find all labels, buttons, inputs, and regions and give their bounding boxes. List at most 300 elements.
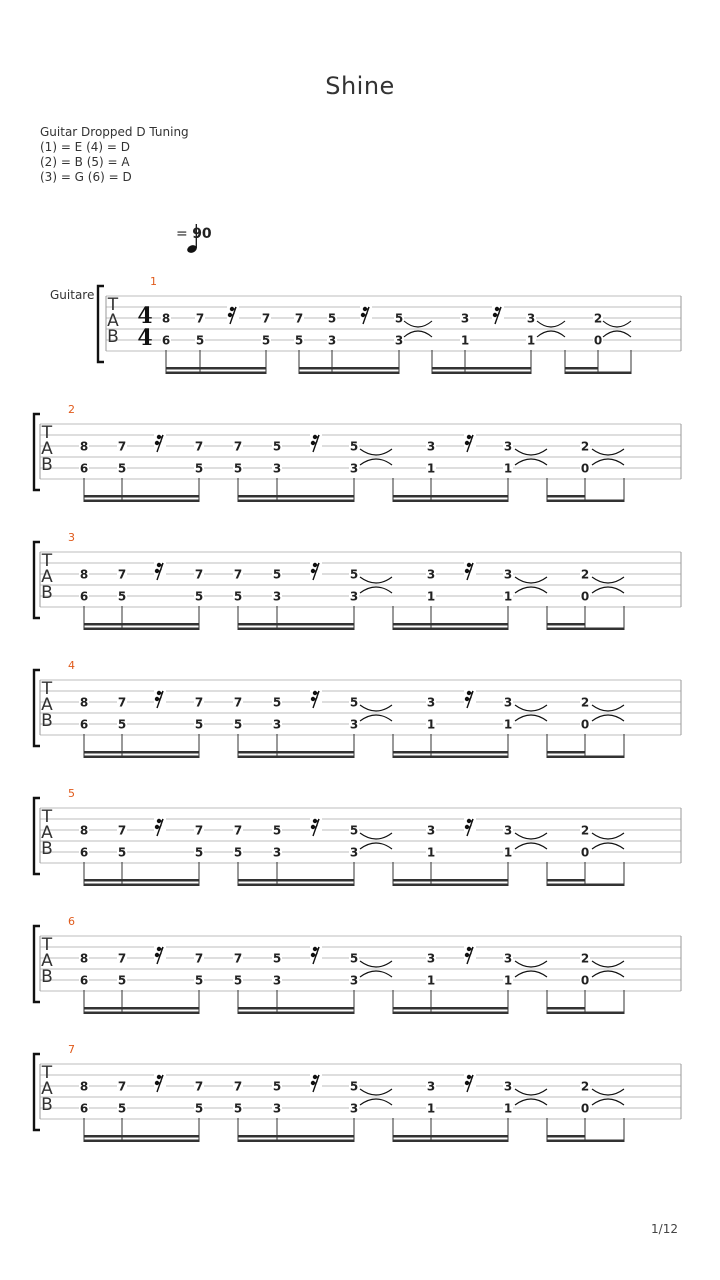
fret-number: 3	[460, 311, 470, 326]
beam-secondary	[84, 495, 199, 498]
sixteenth-rest-icon	[492, 305, 504, 324]
sixteenth-rest-icon	[310, 433, 322, 452]
tab-clef-letter: T	[41, 679, 53, 699]
sixteenth-rest-icon	[154, 689, 166, 708]
fret-number: 1	[503, 589, 513, 604]
tie-arc	[592, 961, 624, 967]
beam-secondary	[84, 623, 199, 626]
beam-secondary	[393, 1135, 508, 1138]
fret-number: 7	[117, 823, 127, 838]
fret-number: 3	[272, 1101, 282, 1116]
fret-number: 6	[161, 333, 171, 348]
tie-arc	[360, 577, 392, 583]
tie-arc	[515, 961, 547, 967]
fret-number: 1	[460, 333, 470, 348]
beam-primary	[84, 1012, 199, 1015]
fret-number: 5	[272, 439, 282, 454]
fret-number: 3	[272, 717, 282, 732]
measure-number: 4	[68, 659, 75, 672]
measure-number: 3	[68, 531, 75, 544]
fret-number: 7	[233, 1079, 243, 1094]
tie-arc	[592, 843, 624, 849]
tab-clef-letter: B	[41, 583, 53, 603]
fret-number: 8	[79, 823, 89, 838]
tie-arc	[515, 705, 547, 711]
tab-system	[0, 1040, 720, 1150]
fret-number: 3	[426, 951, 436, 966]
fret-number: 1	[503, 1101, 513, 1116]
page-number: 1/12	[651, 1222, 678, 1236]
tempo-value: 90	[192, 226, 212, 242]
fret-number: 5	[233, 717, 243, 732]
tie-arc	[360, 1089, 392, 1095]
tab-clef-letter: B	[41, 1095, 53, 1115]
measure-number: 5	[68, 787, 75, 800]
beam-secondary	[547, 879, 585, 882]
sixteenth-rest-icon	[227, 305, 239, 324]
fret-number: 3	[503, 567, 513, 582]
tuning-info	[40, 125, 189, 185]
fret-number: 5	[272, 1079, 282, 1094]
beam-secondary	[238, 1007, 354, 1010]
tab-system	[0, 912, 720, 1022]
sixteenth-rest-icon	[464, 561, 476, 580]
tie-arc	[515, 1089, 547, 1095]
tie-arc	[360, 1099, 392, 1105]
beam-primary	[238, 1140, 354, 1143]
tie-arc	[515, 577, 547, 583]
tab-clef-letter: B	[41, 967, 53, 987]
fret-number: 2	[580, 567, 590, 582]
sixteenth-rest-icon	[464, 433, 476, 452]
beam-primary	[565, 372, 631, 375]
fret-number: 5	[117, 1101, 127, 1116]
beam-primary	[547, 884, 624, 887]
sixteenth-rest-icon	[310, 689, 322, 708]
beam-primary	[393, 500, 508, 503]
fret-number: 3	[349, 589, 359, 604]
fret-number: 6	[79, 589, 89, 604]
tuning-line: (1) = E (4) = D	[40, 140, 130, 154]
fret-number: 5	[233, 461, 243, 476]
fret-number: 1	[426, 845, 436, 860]
tie-arc	[592, 1099, 624, 1105]
time-signature-bottom: 4	[137, 325, 153, 351]
sixteenth-rest-icon	[310, 817, 322, 836]
tie-arc	[603, 321, 631, 327]
fret-number: 1	[503, 717, 513, 732]
tie-arc	[360, 961, 392, 967]
tab-staff	[0, 1040, 720, 1150]
fret-number: 7	[117, 567, 127, 582]
tab-system	[0, 528, 720, 638]
beam-secondary	[238, 879, 354, 882]
fret-number: 0	[580, 717, 590, 732]
sixteenth-rest-icon	[154, 433, 166, 452]
tie-arc	[515, 587, 547, 593]
beam-primary	[84, 884, 199, 887]
sixteenth-rest-icon	[154, 561, 166, 580]
fret-number: 3	[327, 333, 337, 348]
tie-arc	[592, 587, 624, 593]
tie-arc	[592, 449, 624, 455]
sixteenth-rest-icon	[464, 945, 476, 964]
fret-number: 3	[272, 461, 282, 476]
fret-number: 5	[194, 1101, 204, 1116]
tie-arc	[360, 459, 392, 465]
fret-number: 5	[117, 973, 127, 988]
tie-arc	[537, 331, 565, 337]
beam-secondary	[84, 1007, 199, 1010]
fret-number: 7	[233, 951, 243, 966]
fret-number: 8	[161, 311, 171, 326]
beam-primary	[84, 628, 199, 631]
fret-number: 7	[195, 311, 205, 326]
fret-number: 5	[233, 845, 243, 860]
tab-clef-letter: B	[41, 455, 53, 475]
measure-number: 2	[68, 403, 75, 416]
beam-secondary	[547, 751, 585, 754]
fret-number: 3	[526, 311, 536, 326]
tuning-line: (3) = G (6) = D	[40, 170, 132, 184]
beam-primary	[299, 372, 399, 375]
fret-number: 5	[194, 717, 204, 732]
fret-number: 5	[349, 567, 359, 582]
tab-clef-letter: T	[107, 295, 119, 315]
fret-number: 7	[194, 1079, 204, 1094]
tie-arc	[592, 971, 624, 977]
tie-arc	[360, 833, 392, 839]
beam-secondary	[432, 367, 531, 370]
tie-arc	[360, 843, 392, 849]
fret-number: 5	[194, 973, 204, 988]
fret-number: 6	[79, 1101, 89, 1116]
fret-number: 3	[503, 823, 513, 838]
tab-clef-letter: A	[41, 823, 53, 843]
tab-clef-letter: T	[41, 551, 53, 571]
tie-arc	[515, 449, 547, 455]
fret-number: 8	[79, 695, 89, 710]
fret-number: 3	[272, 973, 282, 988]
fret-number: 2	[580, 695, 590, 710]
fret-number: 1	[503, 973, 513, 988]
tie-arc	[592, 1089, 624, 1095]
fret-number: 1	[526, 333, 536, 348]
fret-number: 7	[233, 439, 243, 454]
fret-number: 5	[233, 1101, 243, 1116]
sixteenth-rest-icon	[464, 689, 476, 708]
fret-number: 3	[349, 845, 359, 860]
beam-primary	[393, 1140, 508, 1143]
tie-arc	[360, 715, 392, 721]
beam-primary	[393, 884, 508, 887]
fret-number: 8	[79, 567, 89, 582]
fret-number: 8	[79, 951, 89, 966]
measure-number: 1	[150, 275, 157, 288]
fret-number: 3	[426, 567, 436, 582]
tab-clef-letter: B	[41, 711, 53, 731]
tab-system	[0, 656, 720, 766]
fret-number: 5	[117, 717, 127, 732]
tab-staff	[0, 528, 720, 638]
fret-number: 3	[503, 695, 513, 710]
fret-number: 6	[79, 461, 89, 476]
tie-arc	[404, 331, 432, 337]
beam-primary	[393, 756, 508, 759]
beam-secondary	[238, 1135, 354, 1138]
tuning-line: (2) = B (5) = A	[40, 155, 130, 169]
fret-number: 3	[349, 973, 359, 988]
tuning-line: Guitar Dropped D Tuning	[40, 125, 189, 139]
beam-primary	[547, 1140, 624, 1143]
fret-number: 5	[233, 589, 243, 604]
beam-secondary	[393, 879, 508, 882]
beam-primary	[547, 1012, 624, 1015]
sixteenth-rest-icon	[310, 1073, 322, 1092]
fret-number: 5	[261, 333, 271, 348]
tie-arc	[404, 321, 432, 327]
fret-number: 7	[261, 311, 271, 326]
sixteenth-rest-icon	[154, 945, 166, 964]
system-bracket	[34, 798, 40, 874]
fret-number: 5	[327, 311, 337, 326]
tab-staff	[0, 400, 720, 510]
tab-clef-letter: B	[107, 327, 119, 347]
system-bracket	[34, 414, 40, 490]
beam-primary	[547, 500, 624, 503]
beam-primary	[393, 1012, 508, 1015]
tempo-marking: = 90	[176, 226, 212, 242]
fret-number: 0	[580, 1101, 590, 1116]
beam-primary	[238, 884, 354, 887]
beam-secondary	[547, 1007, 585, 1010]
fret-number: 0	[593, 333, 603, 348]
sixteenth-rest-icon	[464, 1073, 476, 1092]
system-bracket	[34, 926, 40, 1002]
fret-number: 8	[79, 439, 89, 454]
fret-number: 1	[503, 461, 513, 476]
fret-number: 7	[194, 695, 204, 710]
tie-arc	[360, 971, 392, 977]
fret-number: 6	[79, 845, 89, 860]
beam-secondary	[238, 751, 354, 754]
fret-number: 1	[426, 589, 436, 604]
tie-arc	[360, 705, 392, 711]
tab-clef-letter: A	[41, 1079, 53, 1099]
tie-arc	[592, 705, 624, 711]
tie-arc	[515, 715, 547, 721]
sixteenth-rest-icon	[464, 817, 476, 836]
fret-number: 7	[117, 439, 127, 454]
tab-clef-letter: T	[41, 807, 53, 827]
fret-number: 3	[349, 1101, 359, 1116]
beam-secondary	[238, 495, 354, 498]
fret-number: 7	[233, 823, 243, 838]
fret-number: 3	[426, 823, 436, 838]
fret-number: 7	[117, 951, 127, 966]
fret-number: 0	[580, 589, 590, 604]
fret-number: 7	[233, 695, 243, 710]
beam-secondary	[393, 751, 508, 754]
tab-staff	[0, 656, 720, 766]
fret-number: 5	[117, 589, 127, 604]
fret-number: 1	[426, 461, 436, 476]
beam-secondary	[238, 623, 354, 626]
beam-secondary	[393, 495, 508, 498]
fret-number: 0	[580, 845, 590, 860]
fret-number: 2	[580, 951, 590, 966]
tie-arc	[603, 331, 631, 337]
fret-number: 6	[79, 973, 89, 988]
tie-arc	[515, 833, 547, 839]
fret-number: 5	[194, 461, 204, 476]
tab-staff	[0, 784, 720, 894]
fret-number: 7	[117, 695, 127, 710]
fret-number: 2	[580, 1079, 590, 1094]
fret-number: 5	[349, 695, 359, 710]
fret-number: 2	[593, 311, 603, 326]
fret-number: 7	[194, 951, 204, 966]
fret-number: 3	[394, 333, 404, 348]
tab-clef-letter: A	[41, 695, 53, 715]
fret-number: 3	[503, 1079, 513, 1094]
beam-secondary	[547, 1135, 585, 1138]
fret-number: 5	[272, 567, 282, 582]
beam-secondary	[84, 879, 199, 882]
beam-primary	[238, 500, 354, 503]
tie-arc	[515, 843, 547, 849]
beam-secondary	[547, 495, 585, 498]
beam-primary	[547, 756, 624, 759]
sixteenth-rest-icon	[154, 1073, 166, 1092]
fret-number: 7	[194, 823, 204, 838]
fret-number: 5	[117, 845, 127, 860]
fret-number: 5	[349, 951, 359, 966]
beam-primary	[547, 628, 624, 631]
system-bracket	[34, 1054, 40, 1130]
fret-number: 3	[349, 717, 359, 732]
fret-number: 7	[294, 311, 304, 326]
beam-secondary	[547, 623, 585, 626]
fret-number: 5	[349, 439, 359, 454]
tie-arc	[592, 715, 624, 721]
fret-number: 5	[394, 311, 404, 326]
time-signature-top: 4	[137, 303, 153, 329]
fret-number: 5	[117, 461, 127, 476]
fret-number: 2	[580, 439, 590, 454]
fret-number: 3	[503, 951, 513, 966]
tab-clef-letter: T	[41, 1063, 53, 1083]
fret-number: 1	[426, 1101, 436, 1116]
tie-arc	[515, 459, 547, 465]
tie-arc	[592, 577, 624, 583]
fret-number: 0	[580, 461, 590, 476]
tie-arc	[360, 449, 392, 455]
tie-arc	[360, 587, 392, 593]
beam-secondary	[166, 367, 266, 370]
tie-arc	[592, 833, 624, 839]
fret-number: 3	[272, 845, 282, 860]
fret-number: 5	[272, 823, 282, 838]
tie-arc	[515, 1099, 547, 1105]
tab-clef-letter: T	[41, 423, 53, 443]
beam-secondary	[299, 367, 399, 370]
tie-arc	[515, 971, 547, 977]
beam-primary	[238, 756, 354, 759]
beam-secondary	[393, 623, 508, 626]
fret-number: 7	[194, 567, 204, 582]
beam-primary	[238, 1012, 354, 1015]
tab-system	[0, 272, 720, 382]
tab-clef-letter: T	[41, 935, 53, 955]
fret-number: 8	[79, 1079, 89, 1094]
fret-number: 3	[272, 589, 282, 604]
fret-number: 1	[426, 717, 436, 732]
beam-primary	[432, 372, 531, 375]
beam-secondary	[84, 1135, 199, 1138]
fret-number: 5	[294, 333, 304, 348]
instrument-name: Guitare	[50, 288, 95, 302]
beam-primary	[84, 500, 199, 503]
fret-number: 7	[233, 567, 243, 582]
fret-number: 5	[194, 589, 204, 604]
fret-number: 5	[349, 823, 359, 838]
beam-primary	[238, 628, 354, 631]
fret-number: 7	[117, 1079, 127, 1094]
fret-number: 1	[503, 845, 513, 860]
beam-primary	[84, 1140, 199, 1143]
tab-staff	[0, 272, 720, 382]
tab-clef-letter: A	[41, 439, 53, 459]
fret-number: 6	[79, 717, 89, 732]
measure-number: 6	[68, 915, 75, 928]
fret-number: 5	[272, 951, 282, 966]
tab-clef-letter: A	[107, 311, 119, 331]
sixteenth-rest-icon	[360, 305, 372, 324]
sixteenth-rest-icon	[310, 945, 322, 964]
system-bracket	[34, 542, 40, 618]
fret-number: 3	[426, 439, 436, 454]
fret-number: 0	[580, 973, 590, 988]
fret-number: 5	[233, 973, 243, 988]
fret-number: 3	[349, 461, 359, 476]
fret-number: 1	[426, 973, 436, 988]
tab-clef-letter: B	[41, 839, 53, 859]
sixteenth-rest-icon	[154, 817, 166, 836]
beam-secondary	[393, 1007, 508, 1010]
fret-number: 7	[194, 439, 204, 454]
fret-number: 3	[426, 695, 436, 710]
fret-number: 3	[503, 439, 513, 454]
tab-system	[0, 784, 720, 894]
fret-number: 5	[272, 695, 282, 710]
beam-secondary	[565, 367, 598, 370]
beam-secondary	[84, 751, 199, 754]
beam-primary	[393, 628, 508, 631]
tab-clef-letter: A	[41, 951, 53, 971]
fret-number: 3	[426, 1079, 436, 1094]
beam-primary	[84, 756, 199, 759]
tie-arc	[592, 459, 624, 465]
fret-number: 2	[580, 823, 590, 838]
fret-number: 5	[349, 1079, 359, 1094]
score-title: Shine	[325, 72, 395, 100]
beam-primary	[166, 372, 266, 375]
tie-arc	[537, 321, 565, 327]
tab-staff	[0, 912, 720, 1022]
system-bracket	[98, 286, 104, 362]
sixteenth-rest-icon	[310, 561, 322, 580]
